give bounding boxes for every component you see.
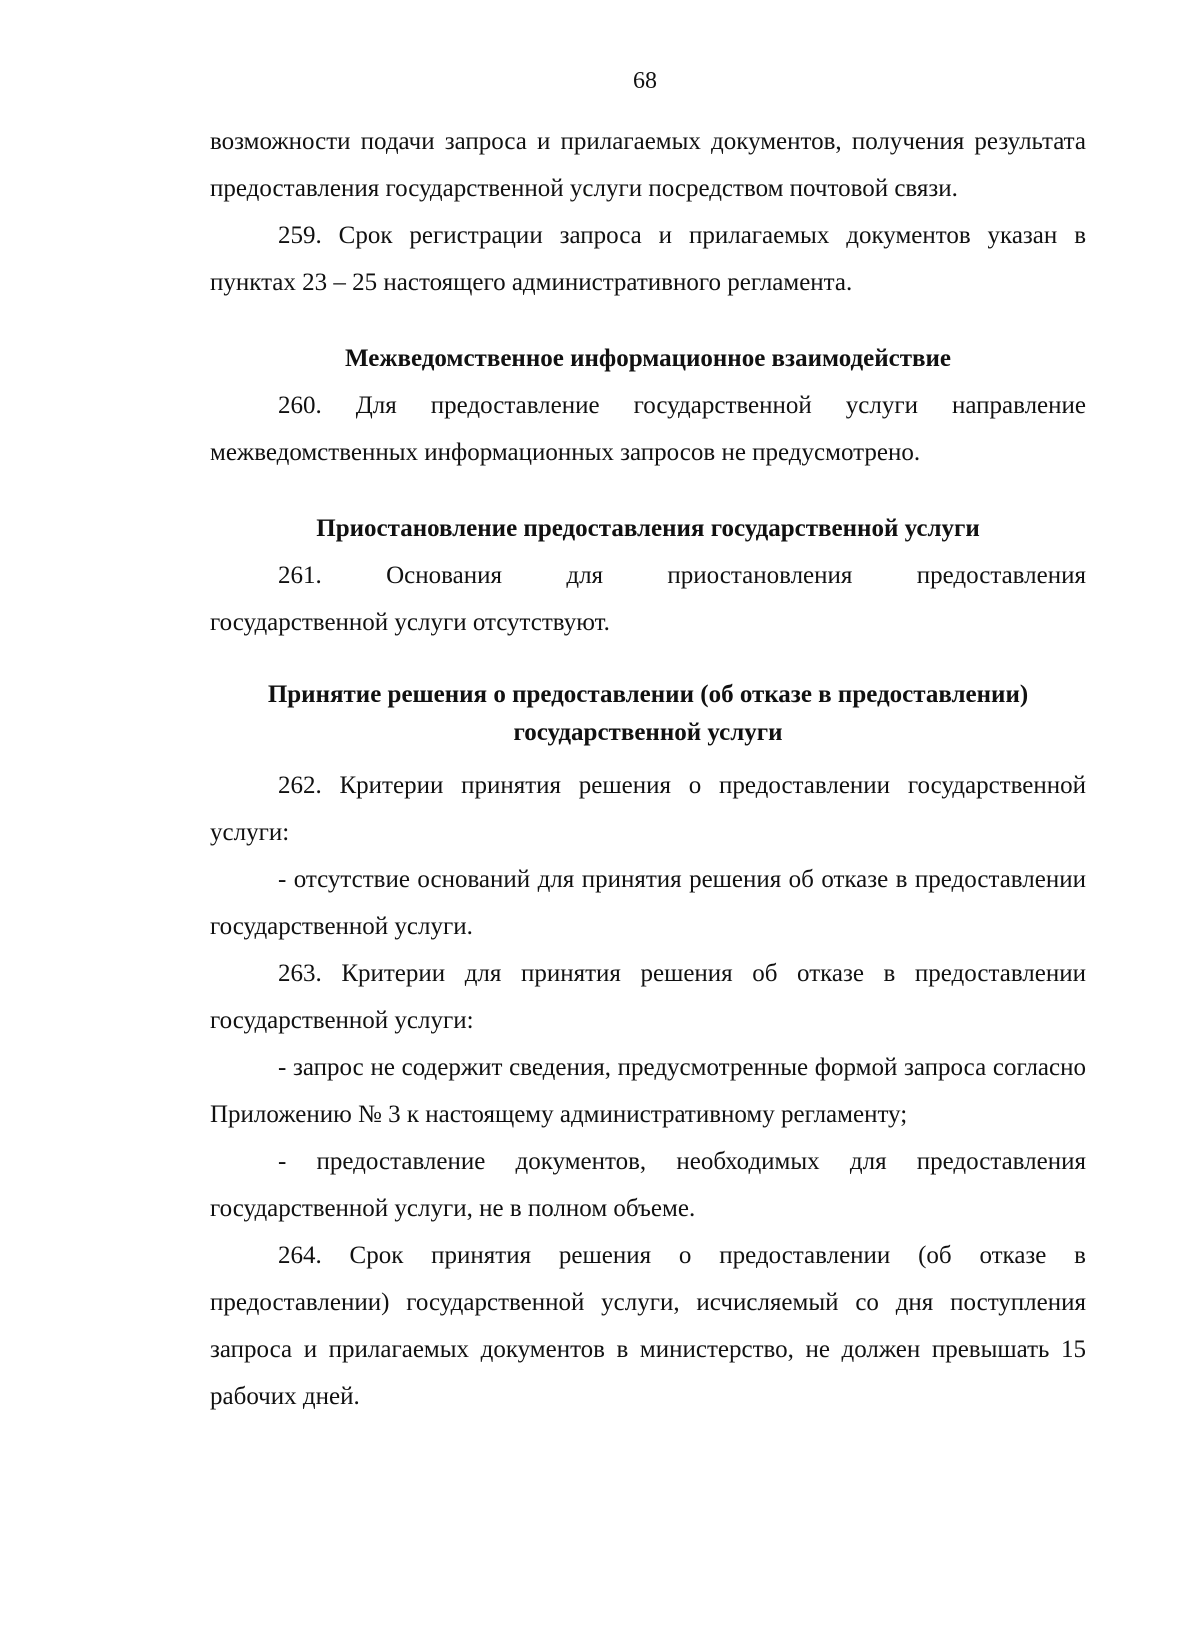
section-heading-suspension: Приостановление предоставления государственной услуги [316,515,980,542]
paragraph-263-item-2: - предоставление документов, необходимых для предоставления государственной услуги, не в полном объеме. [210,1148,1086,1222]
section-heading-decision: Принятие решения о предоставлении (об отказе в предоставлении) государственной услуги [267,681,1029,746]
paragraph-262: 262. Критерии принятия решения о предоставлении государственной услуги: [210,772,1086,846]
paragraph-263-item-1: - запрос не содержит сведения, предусмотренные формой запроса согласно Приложению № 3 к настоящему административному регламенту; [210,1054,1086,1128]
document-body [210,118,1086,1420]
section-heading-interagency: Межведомственное информационное взаимодействие [345,345,951,372]
paragraph-262-item-1: - отсутствие оснований для принятия решения об отказе в предоставлении государственной услуги. [210,866,1086,940]
paragraph-continuation: возможности подачи запроса и прилагаемых документов, получения результата предоставления государственной услуги посредством почтовой связи. [210,128,1086,202]
section-spacer [210,646,1086,676]
paragraph-261 [210,552,1086,646]
paragraph-259: 259. Срок регистрации запроса и прилагаемых документов указан в пунктах 23 – 25 настоящего административного регламента. [210,222,1086,296]
paragraph-263: 263. Критерии для принятия решения об отказе в предоставлении государственной услуги: [210,960,1086,1034]
paragraph-260: 260. Для предоставление государственной услуги направление межведомственных информационных запросов не предусмотрено. [210,392,1086,466]
paragraph-261-line-1: 261. Основания для приостановления предоставления [278,562,1086,589]
section-spacer [210,476,1086,506]
section-spacer [210,306,1086,336]
section-spacer [210,752,1086,762]
page-number: 68 [633,68,657,94]
paragraph-261-line-2: государственной услуги отсутствуют. [210,609,610,636]
paragraph-264: 264. Срок принятия решения о предоставлении (об отказе в предоставлении) государственной услуги, исчисляемый со дня поступления запроса и прилагаемых документов в министерство, не должен превышать 15 рабочих дней. [210,1242,1086,1410]
